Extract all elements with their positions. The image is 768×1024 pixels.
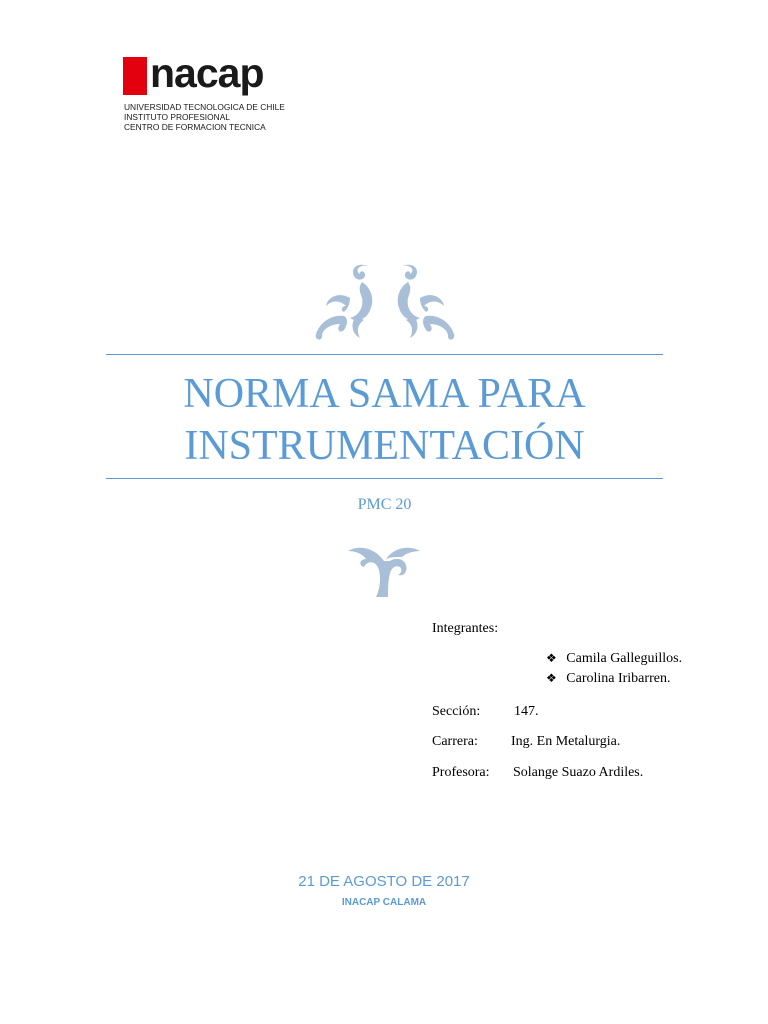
logo-red-mark [123, 57, 147, 95]
integrantes-label: Integrantes: [432, 621, 499, 636]
seccion-label: Sección: [432, 704, 481, 719]
member-item [546, 671, 670, 687]
inacap-logo [123, 50, 293, 135]
title-bottom-rule [106, 478, 663, 479]
document-subtitle: PMC 20 [357, 496, 412, 513]
top-ornament-icon [310, 258, 460, 343]
profesora-value: Solange Suazo Ardiles. [513, 765, 644, 780]
diamond-bullet-icon: ❖ [546, 671, 557, 685]
seccion-value: 147. [514, 704, 539, 719]
diamond-bullet-icon: ❖ [546, 651, 557, 665]
title-line: INSTRUMENTACIÓN [184, 423, 585, 469]
logo-line: UNIVERSIDAD TECNOLOGICA DE CHILE [124, 102, 285, 112]
profesora-label: Profesora: [432, 765, 490, 780]
document-title [106, 368, 663, 472]
carrera-label: Carrera: [432, 734, 478, 749]
logo-subtitle [124, 102, 285, 132]
member-item [546, 651, 682, 667]
title-top-rule [106, 354, 663, 355]
logo-line: INSTITUTO PROFESIONAL [124, 112, 230, 122]
member-name: Camila Galleguillos. [566, 651, 683, 666]
member-name: Carolina Iribarren. [566, 671, 671, 686]
document-date: 21 DE AGOSTO DE 2017 [298, 873, 470, 890]
document-place: INACAP CALAMA [341, 897, 427, 908]
bottom-ornament-icon [344, 543, 424, 598]
carrera-value: Ing. En Metalurgia. [511, 734, 621, 749]
logo-wordmark: nacap [150, 50, 264, 96]
logo-line: CENTRO DE FORMACION TECNICA [124, 122, 266, 132]
title-line: NORMA SAMA PARA [183, 371, 586, 417]
